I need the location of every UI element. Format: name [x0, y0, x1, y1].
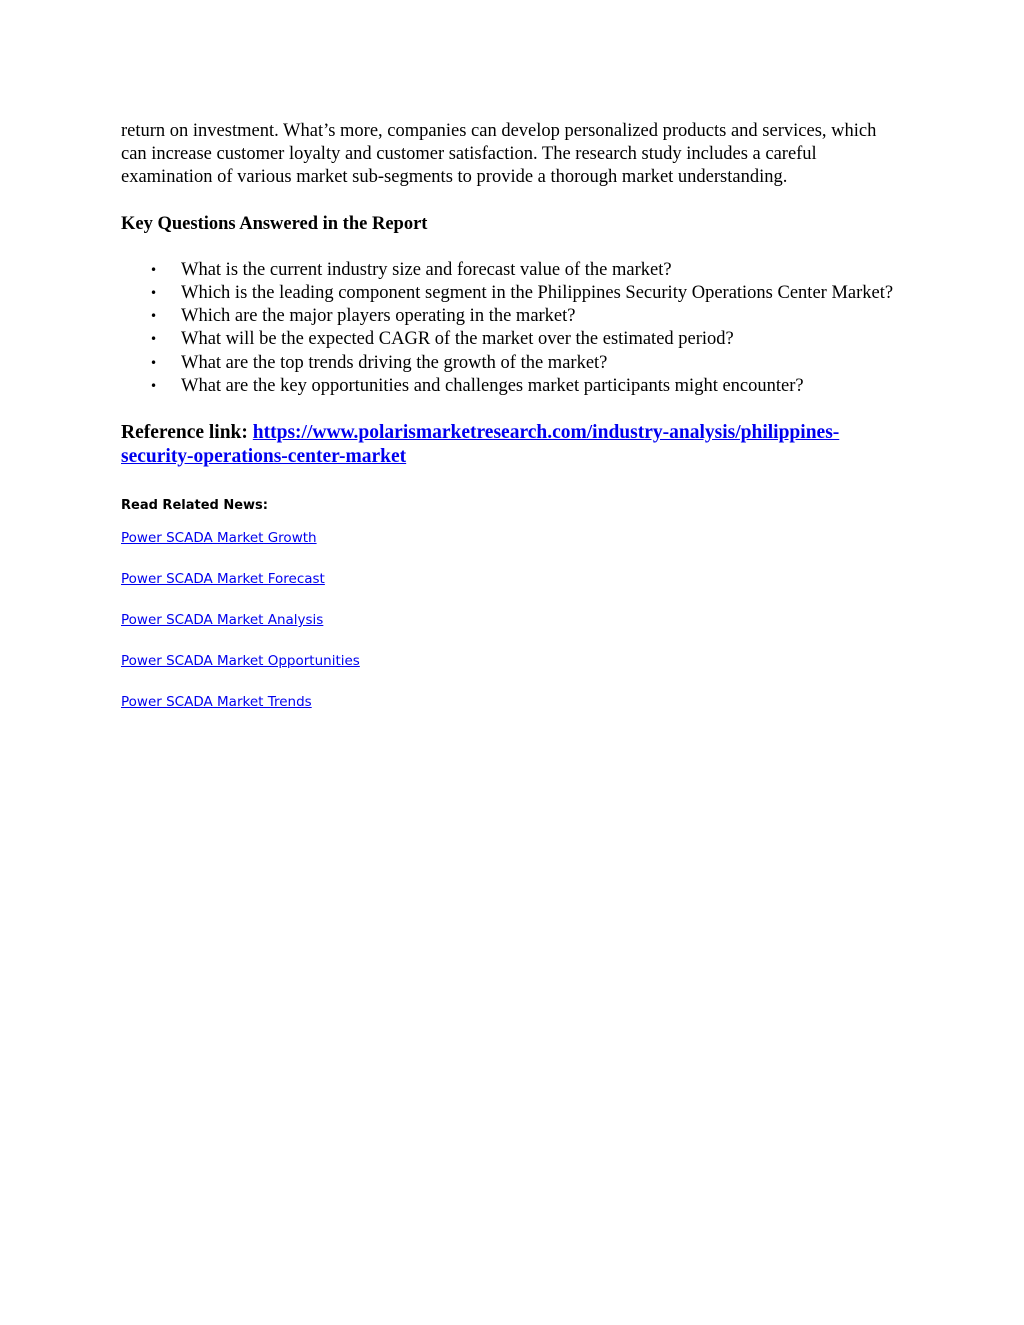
related-news-item — [121, 653, 901, 670]
bullet-icon: • — [150, 332, 158, 347]
reference-paragraph — [121, 421, 901, 468]
related-news-link-analysis[interactable]: Power SCADA Market Analysis — [121, 612, 324, 629]
related-news-item — [121, 612, 901, 629]
question-item — [121, 259, 901, 282]
question-text: What are the key opportunities and challenges market participants might encounter? — [181, 375, 804, 396]
question-item — [121, 352, 901, 375]
question-text: What will be the expected CAGR of the market over the estimated period? — [181, 329, 734, 350]
related-news-link-forecast[interactable]: Power SCADA Market Forecast — [121, 571, 325, 588]
question-text: Which are the major players operating in the market? — [181, 306, 576, 327]
related-news-item — [121, 571, 901, 588]
question-item — [121, 282, 901, 305]
bullet-icon: • — [150, 378, 158, 393]
related-news-heading: Read Related News: — [121, 498, 268, 514]
question-text: What is the current industry size and forecast value of the market? — [181, 259, 672, 280]
key-questions-list — [121, 259, 901, 398]
related-news-list — [121, 530, 901, 711]
reference-label: Reference link: — [121, 422, 253, 444]
bullet-icon: • — [150, 355, 158, 370]
question-item — [121, 375, 901, 398]
related-news-link-growth[interactable]: Power SCADA Market Growth — [121, 530, 317, 547]
bullet-icon: • — [150, 309, 158, 324]
related-news-link-opportunities[interactable]: Power SCADA Market Opportunities — [121, 653, 360, 670]
related-news-link-trends[interactable]: Power SCADA Market Trends — [121, 694, 312, 711]
question-text: What are the top trends driving the growth of the market? — [181, 352, 608, 373]
bullet-icon: • — [150, 286, 158, 301]
document-page — [121, 120, 901, 735]
question-item — [121, 328, 901, 351]
intro-paragraph: return on investment. What’s more, companies can develop personalized products and services, which can increase customer loyalty and customer satisfaction. The research study includes a careful examination of various market sub-segments to provide a thorough market understanding. — [121, 121, 877, 188]
question-item — [121, 305, 901, 328]
bullet-icon: • — [150, 262, 158, 277]
related-news-item — [121, 694, 901, 711]
question-text: Which is the leading component segment in the Philippines Security Operations Center Market? — [181, 283, 894, 304]
key-questions-heading: Key Questions Answered in the Report — [121, 213, 428, 234]
reference-link[interactable]: https://www.polarismarketresearch.com/industry-analysis/philippines-security-operations-center-market — [121, 422, 840, 467]
related-news-item — [121, 530, 901, 547]
